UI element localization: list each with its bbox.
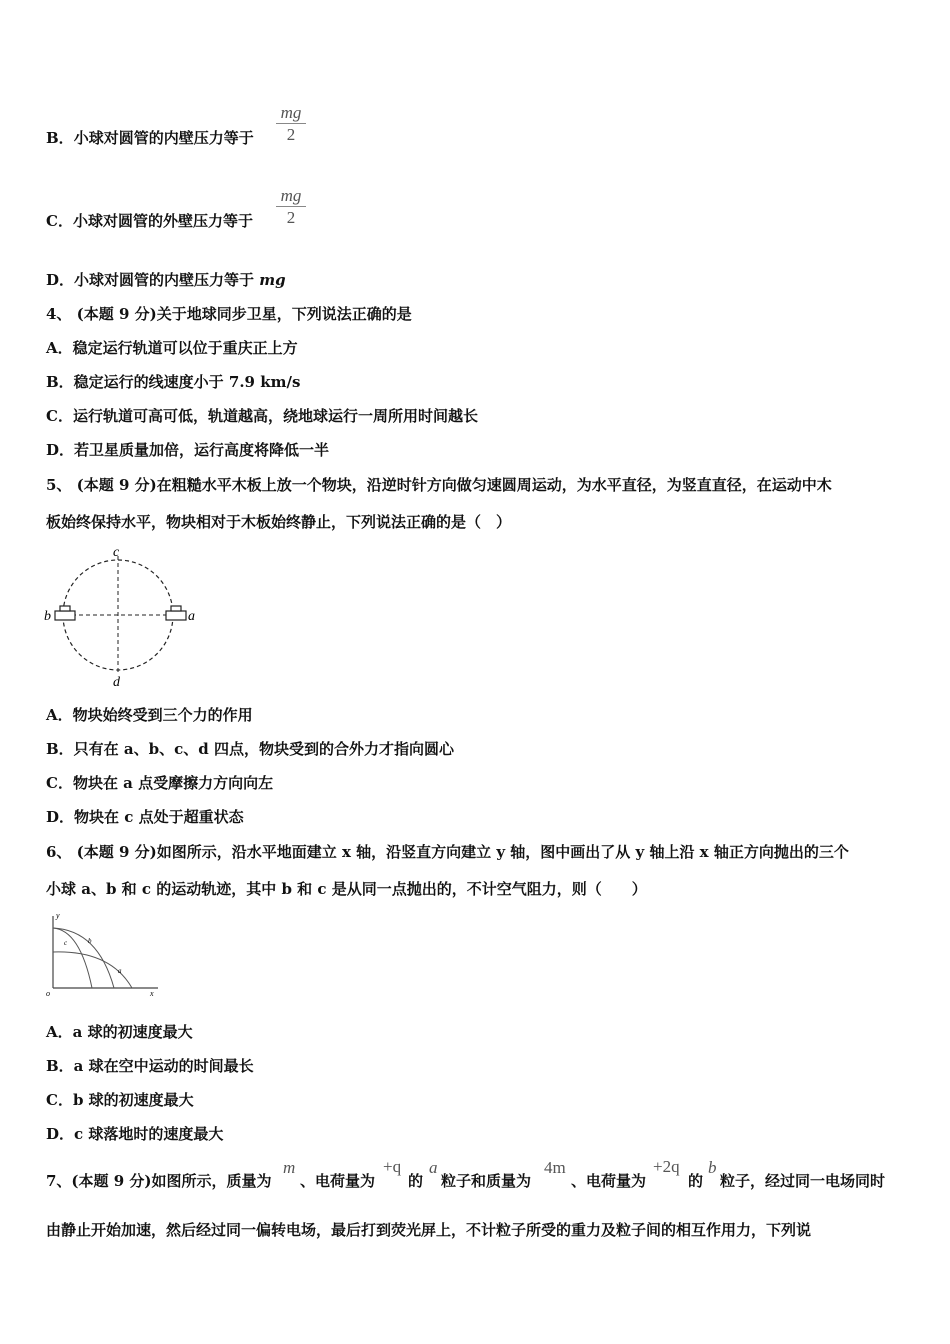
q4-option-a: A．稳定运行轨道可以位于重庆正上方: [46, 339, 298, 357]
fraction-denominator: 2: [286, 125, 296, 144]
q3-option-b: [46, 128, 254, 148]
option-label: B．: [46, 129, 74, 147]
fraction-numerator: mg: [276, 103, 306, 124]
q6-option-a: A．a 球的初速度最大: [46, 1023, 193, 1041]
q4-option-b: B．稳定运行的线速度小于 7.9 km/s: [46, 373, 301, 391]
q7-text-line2: 由静止开始加速，然后经过同一偏转电场，最后打到荧光屏上，不计粒子所受的重力及粒子间的相互作用力，下列说: [46, 1221, 812, 1239]
q4-stem: 4、 (本题 9 分)关于地球同步卫星，下列说法正确的是: [46, 305, 412, 323]
q7-text-part4: 粒子和质量为: [441, 1172, 532, 1190]
label-y: y: [56, 911, 60, 920]
q7-var-4m: 4m: [544, 1158, 566, 1177]
variable-mg: mg: [259, 271, 286, 289]
q5-circle-figure: [40, 544, 200, 690]
q6-option-c: C．b 球的初速度最大: [46, 1091, 194, 1109]
q5-stem-line1: 5、 (本题 9 分)在粗糙水平木板上放一个物块，沿逆时针方向做匀速圆周运动，为水平直径，为竖直直径，在运动中木: [46, 476, 832, 494]
option-text: 小球对圆管的外壁压力等于: [72, 212, 253, 230]
q6-trajectory-figure: [40, 908, 165, 1000]
q7-text-part5: 、电荷量为: [571, 1172, 647, 1190]
trajectory-c: [53, 928, 92, 988]
label-d: d: [113, 675, 120, 690]
q7-text-part1: 7、(本题 9 分)如图所示，质量为: [46, 1172, 272, 1190]
fraction-denominator: 2: [286, 208, 296, 227]
q7-text-part6: 的: [688, 1172, 704, 1190]
q7-var-2q: +2q: [653, 1157, 680, 1176]
q5-option-b: B．只有在 a、b、c、d 四点，物块受到的合外力才指向圆心: [46, 740, 454, 758]
label-c: c: [113, 545, 120, 560]
q7-var-q-text: +q: [383, 1157, 402, 1176]
label-c: c: [64, 939, 68, 947]
option-text: 小球对圆管的内壁压力等于: [73, 129, 254, 147]
q7-var-a: a: [429, 1158, 438, 1177]
q7-var-b: b: [708, 1158, 717, 1177]
q4-option-d: D．若卫星质量加倍，运行高度将降低一半: [46, 441, 330, 459]
q6-option-b: B．a 球在空中运动的时间最长: [46, 1057, 254, 1075]
option-label: D．: [46, 271, 75, 289]
option-label: C．: [46, 212, 73, 230]
q7-text-part3: 的: [408, 1172, 424, 1190]
fraction-mg-over-2: [276, 103, 306, 146]
q4-option-c: C．运行轨道可高可低，轨道越高，绕地球运行一周所用时间越长: [46, 407, 478, 425]
q3-option-c: [46, 211, 253, 231]
q6-stem-line2: 小球 a、b 和 c 的运动轨迹，其中 b 和 c 是从同一点抛出的，不计空气阻力，则（ ）: [46, 880, 647, 898]
q5-option-c: C．物块在 a 点受摩擦力方向向左: [46, 774, 274, 792]
label-a: a: [188, 609, 195, 624]
label-a: a: [118, 967, 122, 975]
q7-text-part7: 粒子，经过同一电场同时: [720, 1172, 886, 1190]
block-b-top: [60, 606, 70, 611]
q6-stem-line1: 6、 (本题 9 分)如图所示，沿水平地面建立 x 轴，沿竖直方向建立 y 轴，图中画出了从 y 轴上沿 x 轴正方向抛出的三个: [46, 843, 849, 861]
q7-var-q: [383, 1157, 401, 1177]
block-a: [166, 611, 186, 620]
label-b: b: [88, 937, 92, 945]
label-b: b: [44, 609, 51, 624]
block-b: [55, 611, 75, 620]
q7-var-m: m: [283, 1158, 296, 1177]
fraction-numerator: mg: [276, 186, 306, 207]
q6-option-d: D．c 球落地时的速度最大: [46, 1125, 224, 1143]
fraction-mg-over-2: [276, 186, 306, 229]
label-o: o: [46, 989, 50, 998]
q5-option-a: A．物块始终受到三个力的作用: [46, 706, 253, 724]
block-a-top: [171, 606, 181, 611]
q3-option-d: [46, 270, 286, 290]
q5-stem-line2: 板始终保持水平，物块相对于木板始终静止，下列说法正确的是（ ）: [46, 513, 512, 531]
q7-text-part2: 、电荷量为: [300, 1172, 376, 1190]
label-x: x: [150, 989, 154, 998]
option-text: 小球对圆管的内壁压力等于: [74, 271, 260, 289]
q5-option-d: D．物块在 c 点处于超重状态: [46, 808, 244, 826]
